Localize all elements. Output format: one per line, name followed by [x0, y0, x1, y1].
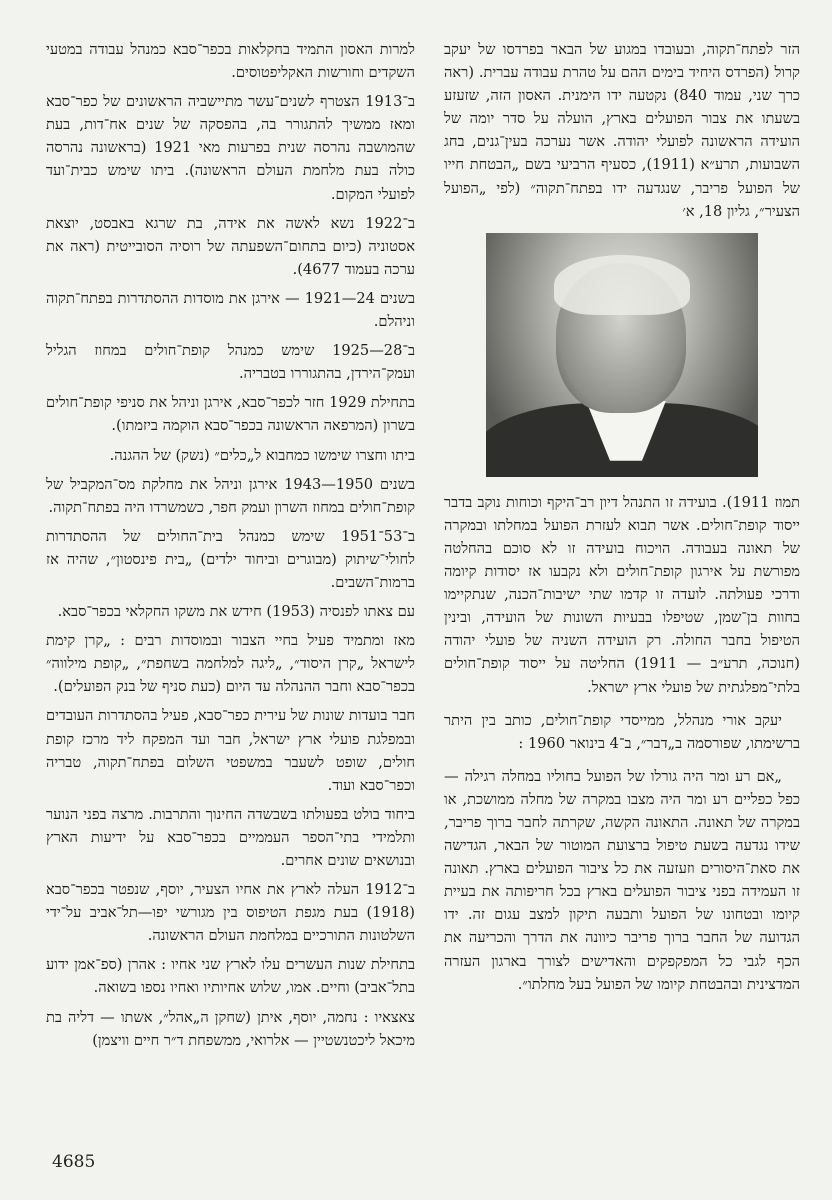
paragraph: עם צאתו לפנסיה (1953) חידש את משקו החקלאי בכפר־סבא.	[57, 603, 415, 621]
paragraph: בתחילת שנות העשרים עלו לארץ שני אחיו : אהרן (ספ־אמן ידוע בתל־אביב) וחיים. אמו, שלוש אחיותיו ואחיו נספו בשואה.	[46, 956, 415, 997]
paragraph: ביחוד בולט בפעולתו בשבשדה החינוך והתרבות. מרצה בפני הנוער ותלמידי בתי־הספר העממיים בכפר־סבא על ידיעות הארץ ובנושאים שונים אחרים.	[46, 805, 415, 869]
paragraph: מאז ומתמיד פעיל בחיי הצבור ובמוסדות רבים : „קרן קימת לישראל „קרן היסוד״, „ליגה למלחמה בשחפת״, „קופת מילווה״ בכפר־סבא וחבר ההנהלה עד היום (כעת סניף של בנק הפועלים).	[46, 632, 415, 696]
paragraph: יעקב אורי מנהלל, ממייסדי קופת־חולים, כותב בין היתר ברשימתו, שפורסמה ב„דבר״, ב־4 בינואר 1960 :	[444, 711, 800, 752]
paragraph: תמוז 1911). בועידה זו התנהל דיון רב־היקף וכוחות נוקב בדבר ייסוד קופת־חולים. אשר תבוא לעזרת הפועל במחלתו ובמקרה של תאונה בעבודה. הויכוח בועידה זו לא סוכם בהחלטה מפורשת על אירגון קופת־חולים ולא נקבעו אז יסודות קיומה ודרכי פעולתה. לועדה זו קדמו שתי ישיבות־הכנה, שנתקיימו בחוות בן־שמן, שטיפלו בבעיות השונות של הועידה, ובינין הטיפול בחבר החולה. רק הועידה השניה של פועלי יהודה (חנוכה, תרע״ב — 1911) החליטה על ייסוד קופת־חולים בלתי־מפלגתית של פועלי ארץ ישראל.	[444, 493, 800, 696]
right-column	[444, 38, 800, 1002]
paragraph: ב־1913 הצטרף לשנים־עשר מתיישביה הראשונים של כפר־סבא ומאז ממשיך להתגורר בה, בהפסקה של שנים אח־דות, בעת שהמושבה נהרסה שנית בפרעות מאי 1921 (בראשונה נהרסה כולה בעת מלחמת העולם הראשונה). ביתו שימש כבית־ועד לפועלי המקום.	[46, 93, 415, 203]
paragraph: ב־28—1925 שימש כמנהל קופת־חולים במחוז הגליל ועמק־הירדן, בהתגוררו בטבריה.	[46, 342, 415, 383]
paragraph: ביתו וחצרו שימשו כמחבוא ל„כלים״ (נשק) של ההגנה.	[109, 446, 415, 464]
quote-paragraph: „אם רע ומר היה גורלו של הפועל בחוליו במחלה רגילה — כפל כפליים רע ומר היה מצבו במקרה של מחלה ממושכת, או במקרה של תאונה. התאונה הקשה, שקרתה לחבר ברוך פריבר, שידו נגדעה בשעת טיפול ברצועת המוטור של הבאר, הגדישה את סאת־היסורים וזעזעה את כל ציבור הפועלים בארץ. תאונה זו העמידה בפני ציבור הפועלים בארץ בכל חריפותה את בעיית קיומו ובטחונו של הפועל ותבעה תיקון למצב עגום זה. ידו הגדועה של החבר ברוך פריבר כיוונה את הדרך והכריעה את הכף לגבי כל המפקפקים והאדישים לצורך בארגון העזרה המדצינית ובהבטחת קיומו של הפועל בעל מחלתו״.	[444, 767, 800, 993]
paragraph: ב־1912 העלה לארץ את אחיו הצעיר, יוסף, שנפטר בכפר־סבא (1918) בעת מגפת הטיפוס בין מגורשי יפו—תל־אביב על־ידי השלטונות התורכיים במלחמת העולם הראשונה.	[46, 881, 415, 945]
paragraph: חבר בועדות שונות של עירית כפר־סבא, פעיל בהסתדרות העובדים ובמפלגת פועלי ארץ ישראל, חבר ועד המפקח ליד מרכז קופת חולים, שופט לשעבר במשפטי השלום בפתח־תקוה, טבריה וכפר־סבא ועוד.	[46, 707, 415, 794]
paragraph: ב־53־1951 שימש כמנהל בית־החולים של ההסתדרות לחולי־שיתוק (מבוגרים וביחוד ילדים) „בית פינסטון״, שהיה אז ברמות־השבים.	[46, 527, 415, 591]
paragraph: למרות האסון התמיד בחקלאות בכפר־סבא כמנהל עבודה במטעי השקדים וחורשות האקליפטוסים.	[46, 41, 415, 82]
paragraph: בתחילת 1929 חזר לכפר־סבא, אירגן וניהל את סניפי קופת־חולים בשרון (המרפאה הראשונה בכפר־סבא הוקמה ביזמתו).	[46, 394, 415, 435]
left-column	[46, 38, 415, 1058]
portrait-photo	[486, 233, 758, 477]
paragraph: בשנים 1950—1943 אירגן וניהל את מחלקת מס־המקביל של קופת־חולים במחוז השרון ועמק חפר, כשמשרדו היה בפתח־תקוה.	[46, 475, 415, 516]
paragraph: צאצאיו : נחמה, יוסף, איתן (שחקן ה„אהל״, אשתו — דליה בת מיכאל ליכטנשטיין — אלרואי, ממשפחת ד״ר חיים וויצמן)	[46, 1008, 415, 1049]
paragraph: בשנים 24—1921 — אירגן את מוסדות ההסתדרות בפתח־תקוה וניהלם.	[46, 289, 415, 331]
paragraph: ב־1922 נשא לאשה את אידה, בת שרגא באבסט, יוצאת אסטוניה (כיום בתחום־השפעתה של רוסיה הסובייטית (ראה את ערכה בעמוד 4677).	[46, 214, 415, 278]
page-number: 4685	[52, 1152, 96, 1172]
paragraph: הזר לפתח־תקוה, ובעובדו במגוע של הבאר בפרדסו של יעקב קרול (הפרדס היחיד בימים ההם על טהרת עבודה עברית. (ראה כרך שני, עמוד 840) נקטעה ידו הימנית. האסון הזה, שזעזע בשעתו את צבור הפועלים בארץ, הועלה על סדר יומה של הועידה הראשונה לפועלי יהודה. אשר נערכה בעין־גנים, בחג השבועות, תרע״א (1911), כסעיף הרביעי בשם „הבטחת חייו של הפועל פריבר, שנגדעה ידו בפתח־תקוה״ (לפי „הפועל הצעיר״, גליון 18, א׳	[444, 41, 800, 220]
